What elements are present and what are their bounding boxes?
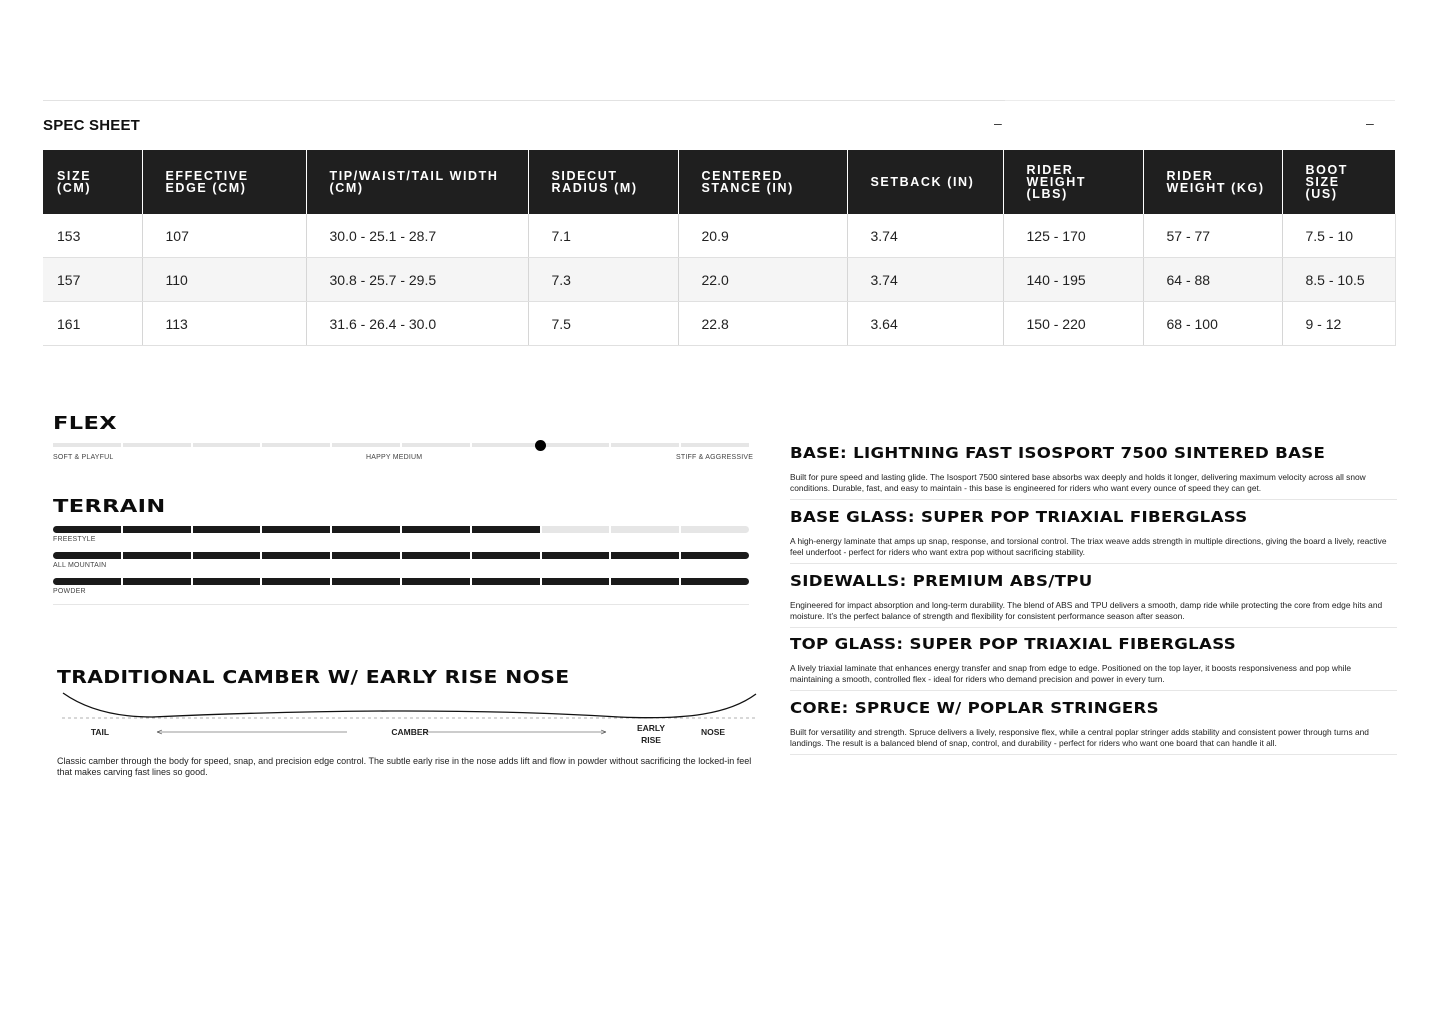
- table-cell: 113: [142, 302, 306, 346]
- table-cell: 30.8 - 25.7 - 29.5: [306, 258, 528, 302]
- scale-segment: [332, 526, 400, 533]
- material-top-glass: [790, 635, 1397, 691]
- terrain-label-freestyle: FREESTYLE: [53, 536, 96, 543]
- col-setback: SETBACK (IN): [847, 150, 1003, 214]
- scale-segment: [193, 578, 261, 585]
- camber-title: TRADITIONAL CAMBER W/ EARLY RISE NOSE: [57, 667, 570, 688]
- table-cell: 3.64: [847, 302, 1003, 346]
- scale-segment: [53, 526, 121, 533]
- table-cell: 110: [142, 258, 306, 302]
- flex-label-stiff: STIFF & AGGRESSIVE: [676, 454, 754, 461]
- camber-label-camber: CAMBER: [391, 727, 429, 737]
- scale-segment: [611, 526, 679, 533]
- material-base-glass: [790, 508, 1397, 564]
- material-base: [790, 444, 1397, 500]
- scale-segment: [472, 578, 540, 585]
- table-cell: 20.9: [678, 214, 847, 258]
- table-cell: 3.74: [847, 214, 1003, 258]
- camber-label-nose: NOSE: [700, 727, 726, 737]
- table-cell: 22.0: [678, 258, 847, 302]
- material-title: BASE: LIGHTNING FAST ISOSPORT 7500 SINTERED BASE: [790, 444, 1326, 462]
- material-description: Built for versatility and strength. Spruce delivers a lively, responsive flex, while a central poplar stringer adds stability and consistent power through turns and landings. The result is a balanced blend of snap, control, and durability - perfect for riders who want one board that can handle it all.: [790, 727, 1369, 748]
- scale-segment: [402, 552, 470, 559]
- table-cell: 153: [43, 214, 142, 258]
- table-cell: 7.3: [528, 258, 678, 302]
- terrain-divider: [53, 604, 749, 605]
- scale-segment: [53, 443, 121, 447]
- top-divider-left: [43, 100, 1005, 101]
- scale-segment: [193, 552, 261, 559]
- scale-segment: [542, 526, 610, 533]
- terrain-label-powder: POWDER: [53, 588, 86, 595]
- camber-profile-line: [63, 693, 756, 718]
- terrain-bar-powder: [53, 578, 749, 585]
- scale-segment: [193, 443, 261, 447]
- table-cell: 161: [43, 302, 142, 346]
- scale-segment: [681, 552, 749, 559]
- scale-segment: [262, 552, 330, 559]
- flex-scale: [53, 443, 749, 447]
- scale-segment: [611, 578, 679, 585]
- table-cell: 30.0 - 25.1 - 28.7: [306, 214, 528, 258]
- table-cell: 107: [142, 214, 306, 258]
- spec-table-header: [43, 150, 1395, 214]
- col-width: TIP/WAIST/TAIL WIDTH (CM): [306, 150, 528, 214]
- table-cell: 157: [43, 258, 142, 302]
- scale-segment: [123, 578, 191, 585]
- scale-segment: [262, 578, 330, 585]
- terrain-bar-freestyle: [53, 526, 749, 533]
- table-cell: 8.5 - 10.5: [1282, 258, 1395, 302]
- col-boot-size: BOOT SIZE (US): [1282, 150, 1395, 214]
- terrain-title: TERRAIN: [53, 496, 166, 517]
- table-row: [43, 214, 1395, 258]
- scale-segment: [542, 443, 610, 447]
- table-cell: 7.5 - 10: [1282, 214, 1395, 258]
- scale-segment: [402, 526, 470, 533]
- scale-segment: [542, 578, 610, 585]
- scale-segment: [53, 552, 121, 559]
- scale-segment: [123, 552, 191, 559]
- table-row: [43, 302, 1395, 346]
- scale-segment: [472, 526, 540, 533]
- scale-segment: [472, 443, 540, 447]
- table-cell: 7.1: [528, 214, 678, 258]
- flex-indicator-dot: [535, 440, 546, 451]
- scale-segment: [542, 552, 610, 559]
- table-cell: 31.6 - 26.4 - 30.0: [306, 302, 528, 346]
- flex-label-soft: SOFT & PLAYFUL: [53, 454, 114, 461]
- top-divider-right: [1005, 100, 1395, 101]
- camber-label-tail: TAIL: [90, 727, 110, 737]
- scale-segment: [681, 526, 749, 533]
- table-cell: 57 - 77: [1143, 214, 1282, 258]
- scale-segment: [611, 552, 679, 559]
- scale-segment: [332, 552, 400, 559]
- scale-segment: [681, 578, 749, 585]
- terrain-label-all-mountain: ALL MOUNTAIN: [53, 562, 107, 569]
- col-sidecut: SIDECUT RADIUS (M): [528, 150, 678, 214]
- scale-segment: [402, 443, 470, 447]
- material-title: SIDEWALLS: PREMIUM ABS/TPU: [790, 572, 1093, 590]
- scale-segment: [262, 526, 330, 533]
- scale-segment: [681, 443, 749, 447]
- scale-segment: [123, 443, 191, 447]
- scale-segment: [611, 443, 679, 447]
- table-cell: 125 - 170: [1003, 214, 1143, 258]
- flex-title: FLEX: [53, 413, 117, 434]
- col-size: SIZE (CM): [43, 150, 142, 214]
- camber-label-early-rise: EARLY RISE: [636, 723, 666, 745]
- material-core: [790, 699, 1397, 755]
- table-cell: 150 - 220: [1003, 302, 1143, 346]
- material-description: Built for pure speed and lasting glide. The Isosport 7500 sintered base absorbs wax deeply and holds it longer, delivering maximum velocity across all snow conditions. Durable, fast, and easy to maintain - this base is engineered for riders who want every ounce of speed they can get.: [790, 472, 1366, 493]
- table-cell: 7.5: [528, 302, 678, 346]
- spec-table: [43, 150, 1396, 346]
- table-cell: 140 - 195: [1003, 258, 1143, 302]
- material-description: A lively triaxial laminate that enhances energy transfer and snap from edge to edge. Positioned on the top layer, it boosts responsiveness and pop while maintaining a smooth, controlled flex - ideal for riders who demand precision and power in every turn.: [790, 663, 1352, 684]
- scale-segment: [472, 552, 540, 559]
- material-title: BASE GLASS: SUPER POP TRIAXIAL FIBERGLASS: [790, 508, 1248, 526]
- scale-segment: [53, 578, 121, 585]
- table-cell: 22.8: [678, 302, 847, 346]
- camber-description: Classic camber through the body for speed, snap, and precision edge control. The subtle early rise in the nose adds lift and flow in powder without sacrificing the locked-in feel that makes carving fast lines so good.: [57, 756, 752, 777]
- col-effective-edge: EFFECTIVE EDGE (CM): [142, 150, 306, 214]
- material-title: TOP GLASS: SUPER POP TRIAXIAL FIBERGLASS: [790, 635, 1237, 653]
- scale-segment: [193, 526, 261, 533]
- spec-sheet-title: SPEC SHEET: [43, 117, 141, 134]
- table-cell: 64 - 88: [1143, 258, 1282, 302]
- material-title: CORE: SPRUCE W/ POPLAR STRINGERS: [790, 699, 1159, 717]
- flex-label-medium: HAPPY MEDIUM: [366, 454, 423, 461]
- table-cell: 9 - 12: [1282, 302, 1395, 346]
- scale-segment: [262, 443, 330, 447]
- scale-segment: [332, 578, 400, 585]
- table-cell: 68 - 100: [1143, 302, 1282, 346]
- scale-segment: [402, 578, 470, 585]
- col-rider-weight-lbs: RIDER WEIGHT (LBS): [1003, 150, 1143, 214]
- table-cell: 3.74: [847, 258, 1003, 302]
- material-sidewalls: [790, 572, 1397, 628]
- table-row: [43, 258, 1395, 302]
- collapse-button-left[interactable]: –: [994, 115, 1002, 131]
- col-centered-stance: CENTERED STANCE (IN): [678, 150, 847, 214]
- terrain-bar-all-mountain: [53, 552, 749, 559]
- scale-segment: [332, 443, 400, 447]
- collapse-button-right[interactable]: –: [1366, 115, 1374, 131]
- material-description: Engineered for impact absorption and long-term durability. The blend of ABS and TPU delivers a smooth, damp ride while protecting the core from edge hits and moisture. It’s the perfect balance of strength and flexibility for consistent performance season after season.: [790, 600, 1383, 621]
- col-rider-weight-kg: RIDER WEIGHT (KG): [1143, 150, 1282, 214]
- scale-segment: [123, 526, 191, 533]
- material-description: A high-energy laminate that amps up snap, response, and torsional control. The triax weave adds strength in multiple directions, giving the board a lively, reactive feel underfoot - perfect for riders who want extra pop without sacrificing stability.: [790, 536, 1387, 557]
